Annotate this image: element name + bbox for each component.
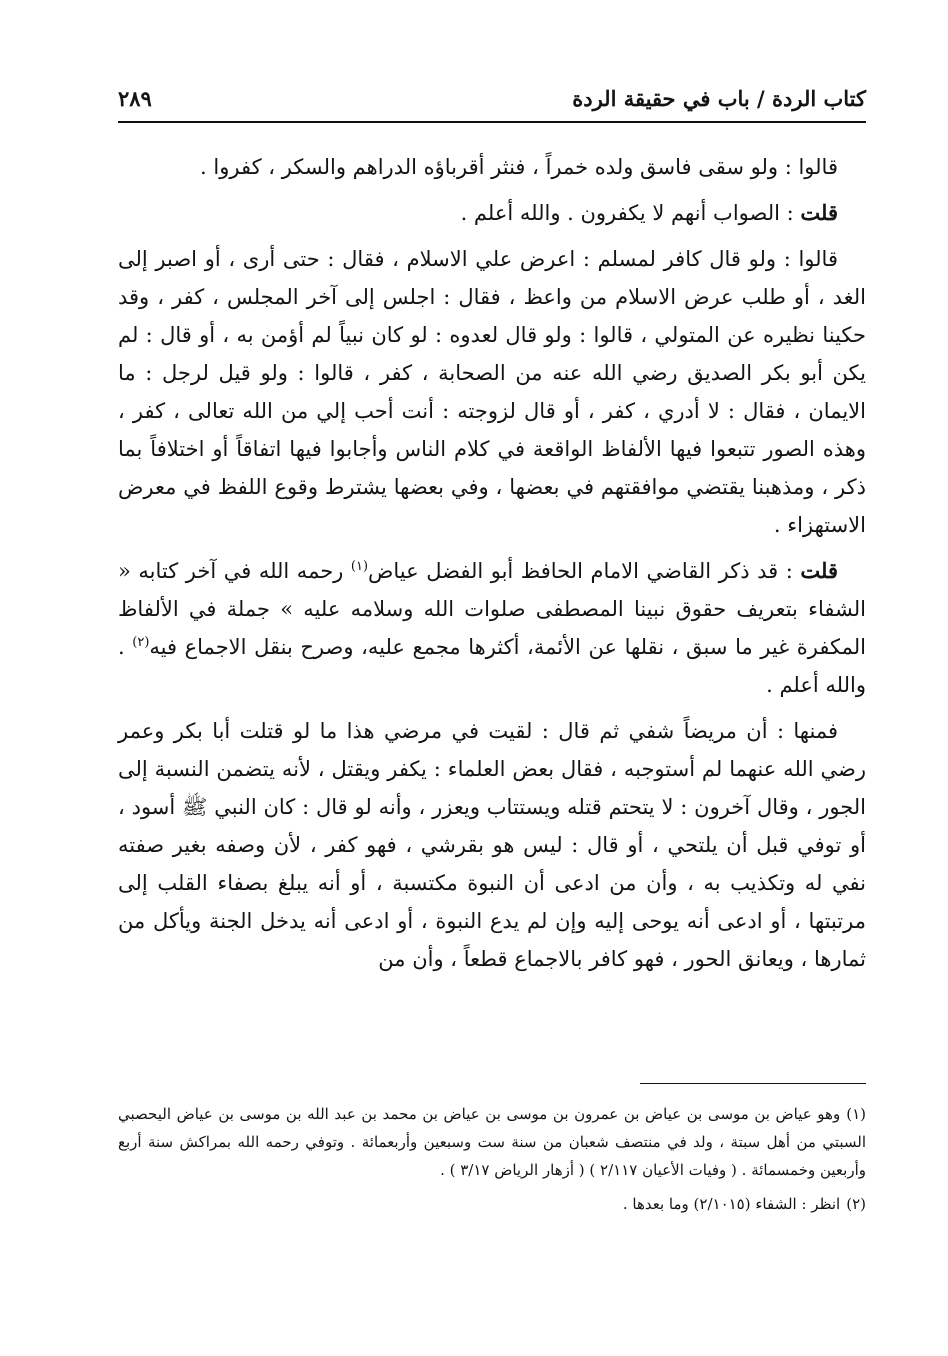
footnote-ref-1[interactable]: (١) [350,559,369,574]
paragraph-3-text: قالوا : ولو قال كافر لمسلم : اعرض علي الاسلام ، فقال : حتى أرى ، أو اصبر إلى الغد ، أو طلب عرض الاسلام من واعظ ، فقال : اجلس إلى آخر المجلس ، كفر ، وقد حكينا نظيره عن المتولي ، قالوا : ولو قال لعدوه : لو كان نبياً لم أؤمن به ، أو قال : لم يكن أبو بكر الصديق رضي الله عنه من الصحابة ، كفر ، قالوا : ولو قيل لرجل : ما الايمان ، فقال : لا أدري ، كفر ، أو قال لزوجته : أنت أحب إلي من الله تعالى ، كفر ، وهذه الصور تتبعوا فيها الألفاظ الواقعة في كلام الناس وأجابوا فيها اتفاقاً أو اختلافاً بما ذكر ، ومذهبنا يقتضي موافقتهم في بعضها ، وفي بعضها يشترط وقوع اللفظ في معرض الاستهزاء . [118,247,867,537]
footnote-2 [118,1190,866,1218]
footnote-ref-2[interactable]: (٢) [132,635,150,650]
page-header [118,80,866,118]
qult-lead: قلت [800,200,838,225]
paragraph-1 [118,148,866,186]
paragraph-2 [118,194,866,232]
page-number: ٢٨٩ [118,86,152,111]
footnote-2-number: (٢) [846,1195,866,1213]
paragraph-4-text-a: : قد ذكر القاضي الامام الحافظ أبو الفضل عياض [368,559,801,583]
paragraph-5 [118,712,866,978]
paragraph-1-text: قالوا : ولو سقى فاسق ولده خمراً ، فنثر أقرباؤه الدراهم والسكر ، كفروا . [200,155,838,179]
footnote-1 [118,1100,866,1184]
footnote-2-text: انظر : الشفاء (٢/١٠١٥) وما بعدها . [622,1195,841,1213]
footnote-1-number: (١) [846,1105,866,1123]
paragraph-4-text-b: رحمه الله في آخر كتابه « الشفاء بتعريف حقوق نبينا المصطفى صلوات الله وسلامه عليه » جملة في الألفاظ المكفرة غير ما سبق ، نقلها عن الأئمة، أكثرها مجمع عليه، وصرح بنقل الاجماع فيه [118,559,866,659]
header-rule [118,121,866,123]
paragraph-3 [118,240,866,544]
paragraph-2-text: : الصواب أنهم لا يكفرون . والله أعلم . [460,201,801,225]
paragraph-4 [118,552,866,704]
running-title: كتاب الردة / باب في حقيقة الردة [572,86,866,111]
qult-lead: قلت [800,558,838,583]
main-text [118,148,866,982]
paragraph-5-text: فمنها : أن مريضاً شفي ثم قال : لقيت في مرضي هذا ما لو قتلت أبا بكر وعمر رضي الله عنهما لم أستوجبه ، فقال بعض العلماء : يكفر ويقتل ، لأنه يتضمن النسبة إلى الجور ، وقال آخرون : لا يتحتم قتله ويستتاب ويعزر ، وأنه لو قال : كان النبي ﷺ أسود ، أو توفي قبل أن يلتحي ، أو قال : ليس هو بقرشي ، فهو كفر ، لأن وصفه بغير صفته نفي له وتكذيب به ، وأن من ادعى أن النبوة مكتسبة ، أو أنه يبلغ بصفاء القلب إلى مرتبتها ، أو ادعى أنه يوحى إليه وإن لم يدع النبوة ، أو ادعى أنه يدخل الجنة ويأكل من ثمارها ، ويعانق الحور ، فهو كافر بالاجماع قطعاً ، وأن من [118,719,866,971]
footnote-separator [640,1083,866,1084]
paragraph-4-text-c: . والله أعلم . [118,635,866,697]
footnotes [118,1100,866,1224]
footnote-1-text: وهو عياض بن موسى بن عياض بن عمرون بن موسى بن عياض بن محمد بن عبد الله بن موسى بن عياض اليحصبي السبتي من أهل سبتة ، ولد في منتصف شعبان من سنة ست وسبعين وأربعمائة . وتوفي رحمه الله بمراكش سنة أربع وأربعين وخمسمائة . ( وفيات الأعيان ٢/١١٧ ) ( أزهار الرياض ٣/١٧ ) . [118,1105,866,1179]
